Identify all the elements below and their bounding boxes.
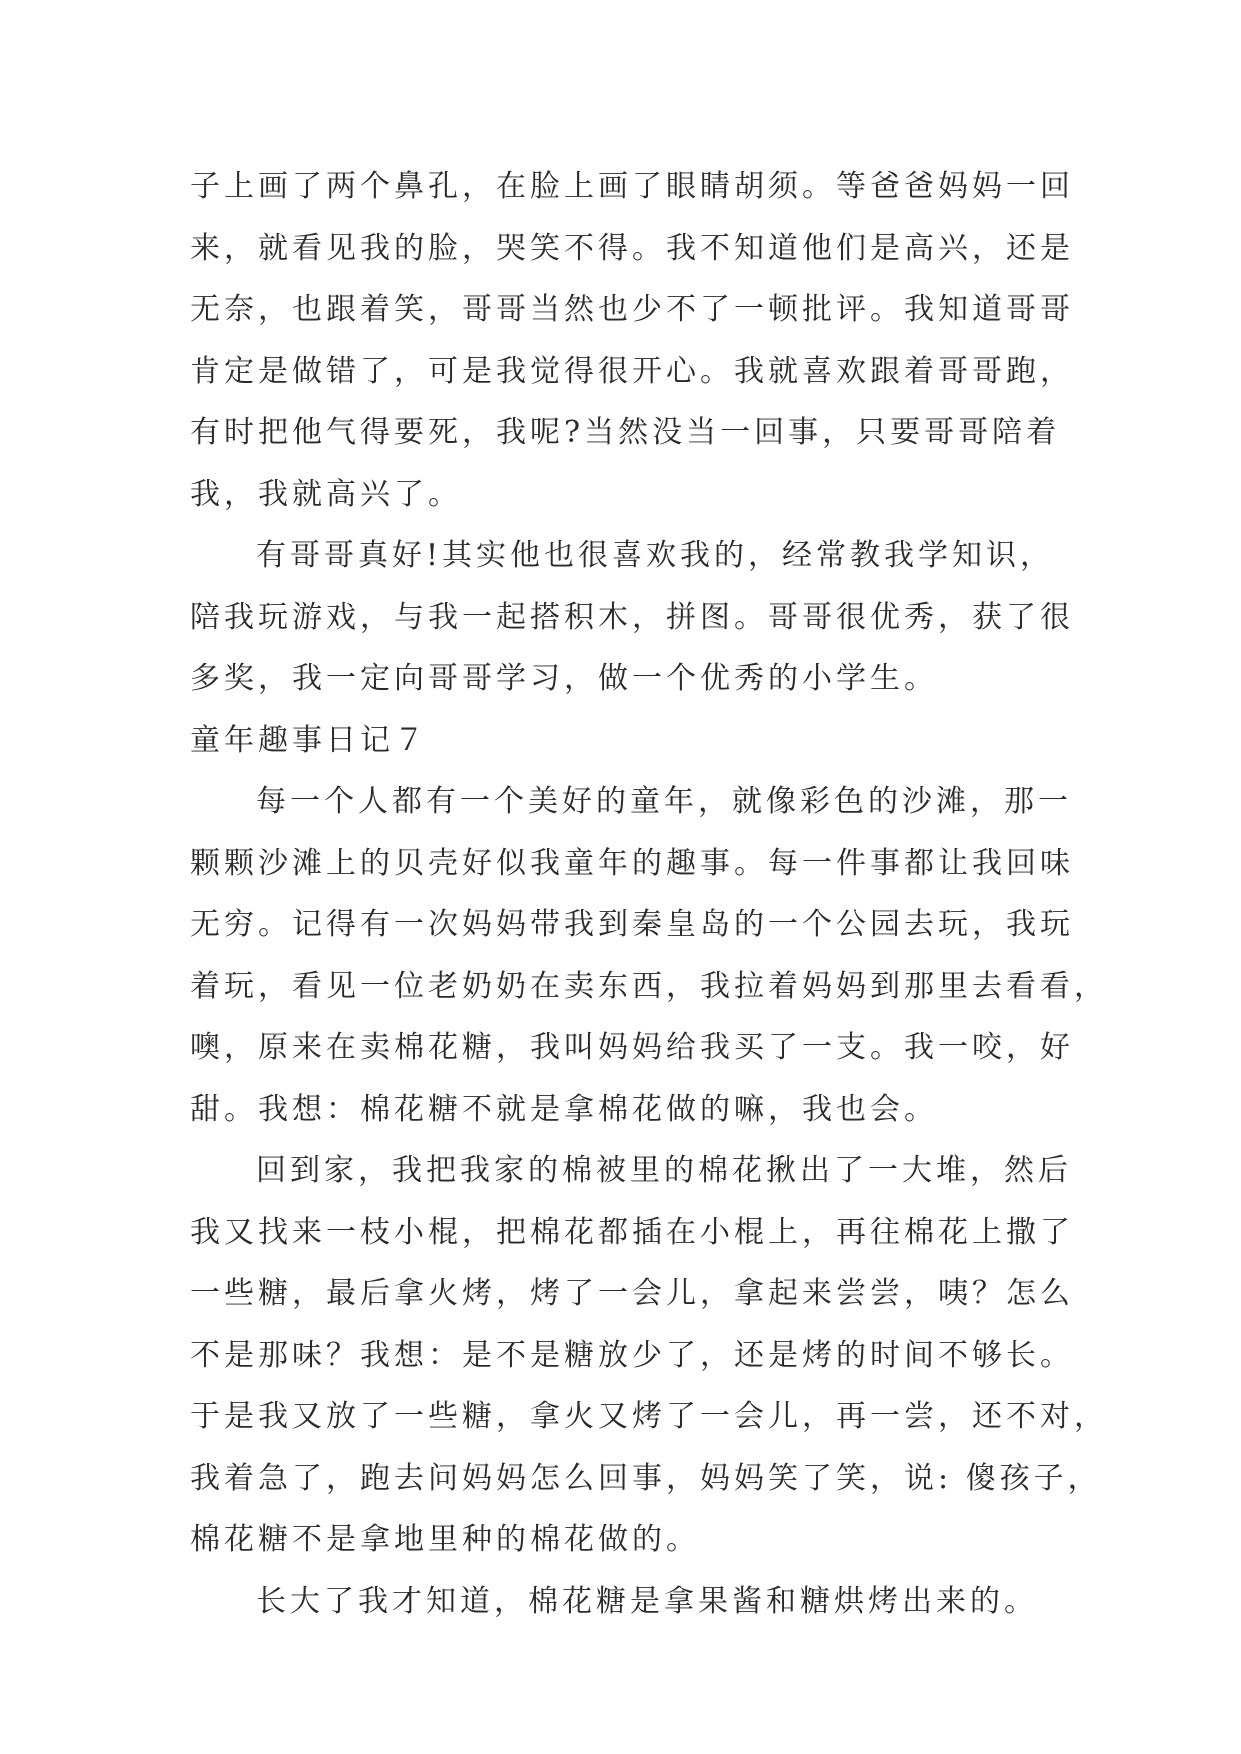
text-line: 子上画了两个鼻孔，在脸上画了眼睛胡须。等爸爸妈妈一回: [190, 169, 1074, 204]
text-line: 我着急了，跑去问妈妈怎么回事，妈妈笑了笑，说: 傻孩子，: [190, 1460, 1102, 1496]
text-line: 陪我玩游戏，与我一起搭积木，拼图。哥哥很优秀，获了很: [190, 599, 1074, 635]
text-line: 噢，原来在卖棉花糖，我叫妈妈给我买了一支。我一咬，好: [190, 1030, 1074, 1065]
text-line: 甜。我想：棉花糖不就是拿棉花做的嘛，我也会。: [190, 1091, 938, 1127]
document-page: [190, 156, 1108, 1632]
text-line: 来，就看见我的脸，哭笑不得。我不知道他们是高兴，还是: [190, 230, 1074, 266]
text-line: 长大了我才知道，棉花糖是拿果酱和糖烘烤出来的。: [256, 1583, 1038, 1619]
text-line: 无奈，也跟着笑，哥哥当然也少不了一顿批评。我知道哥哥: [190, 292, 1074, 327]
text-line: 颗颗沙滩上的贝壳好似我童年的趣事。每一件事都让我回味: [190, 845, 1074, 881]
text-line: 多奖，我一定向哥哥学习，做一个优秀的小学生。: [190, 661, 938, 696]
text-line: 我又找来一枝小棍，把棉花都插在小棍上，再往棉花上撒了: [190, 1214, 1074, 1250]
text-line: 不是那味？我想：是不是糖放少了，还是烤的时间不够长。: [190, 1337, 1074, 1373]
text-line: 有时把他气得要死，我呢?当然没当一回事，只要哥哥陪着: [190, 415, 1061, 450]
text-line: 每一个人都有一个美好的童年，就像彩色的沙滩，那一: [256, 784, 1072, 819]
text-line: 一些糖，最后拿火烤，烤了一会儿，拿起来尝尝，咦？怎么: [190, 1276, 1074, 1311]
text-line: 回到家，我把我家的棉被里的棉花揪出了一大堆，然后: [256, 1153, 1072, 1188]
text-line: 肯定是做错了，可是我觉得很开心。我就喜欢跟着哥哥跑，: [190, 353, 1074, 389]
text-line: 我，我就高兴了。: [190, 476, 462, 512]
text-line: 无穷。记得有一次妈妈带我到秦皇岛的一个公园去玩，我玩: [190, 907, 1074, 942]
text-line: 着玩，看见一位老奶奶在卖东西，我拉着妈妈到那里去看看，: [190, 968, 1108, 1004]
text-line: 于是我又放了一些糖，拿火又烤了一会儿，再一尝，还不对，: [190, 1399, 1108, 1434]
section-heading: 童年趣事日记７: [190, 722, 428, 758]
text-line: 有哥哥真好!其实他也很喜欢我的，经常教我学知识，: [256, 538, 1055, 573]
text-line: 棉花糖不是拿地里种的棉花做的。: [190, 1522, 700, 1557]
